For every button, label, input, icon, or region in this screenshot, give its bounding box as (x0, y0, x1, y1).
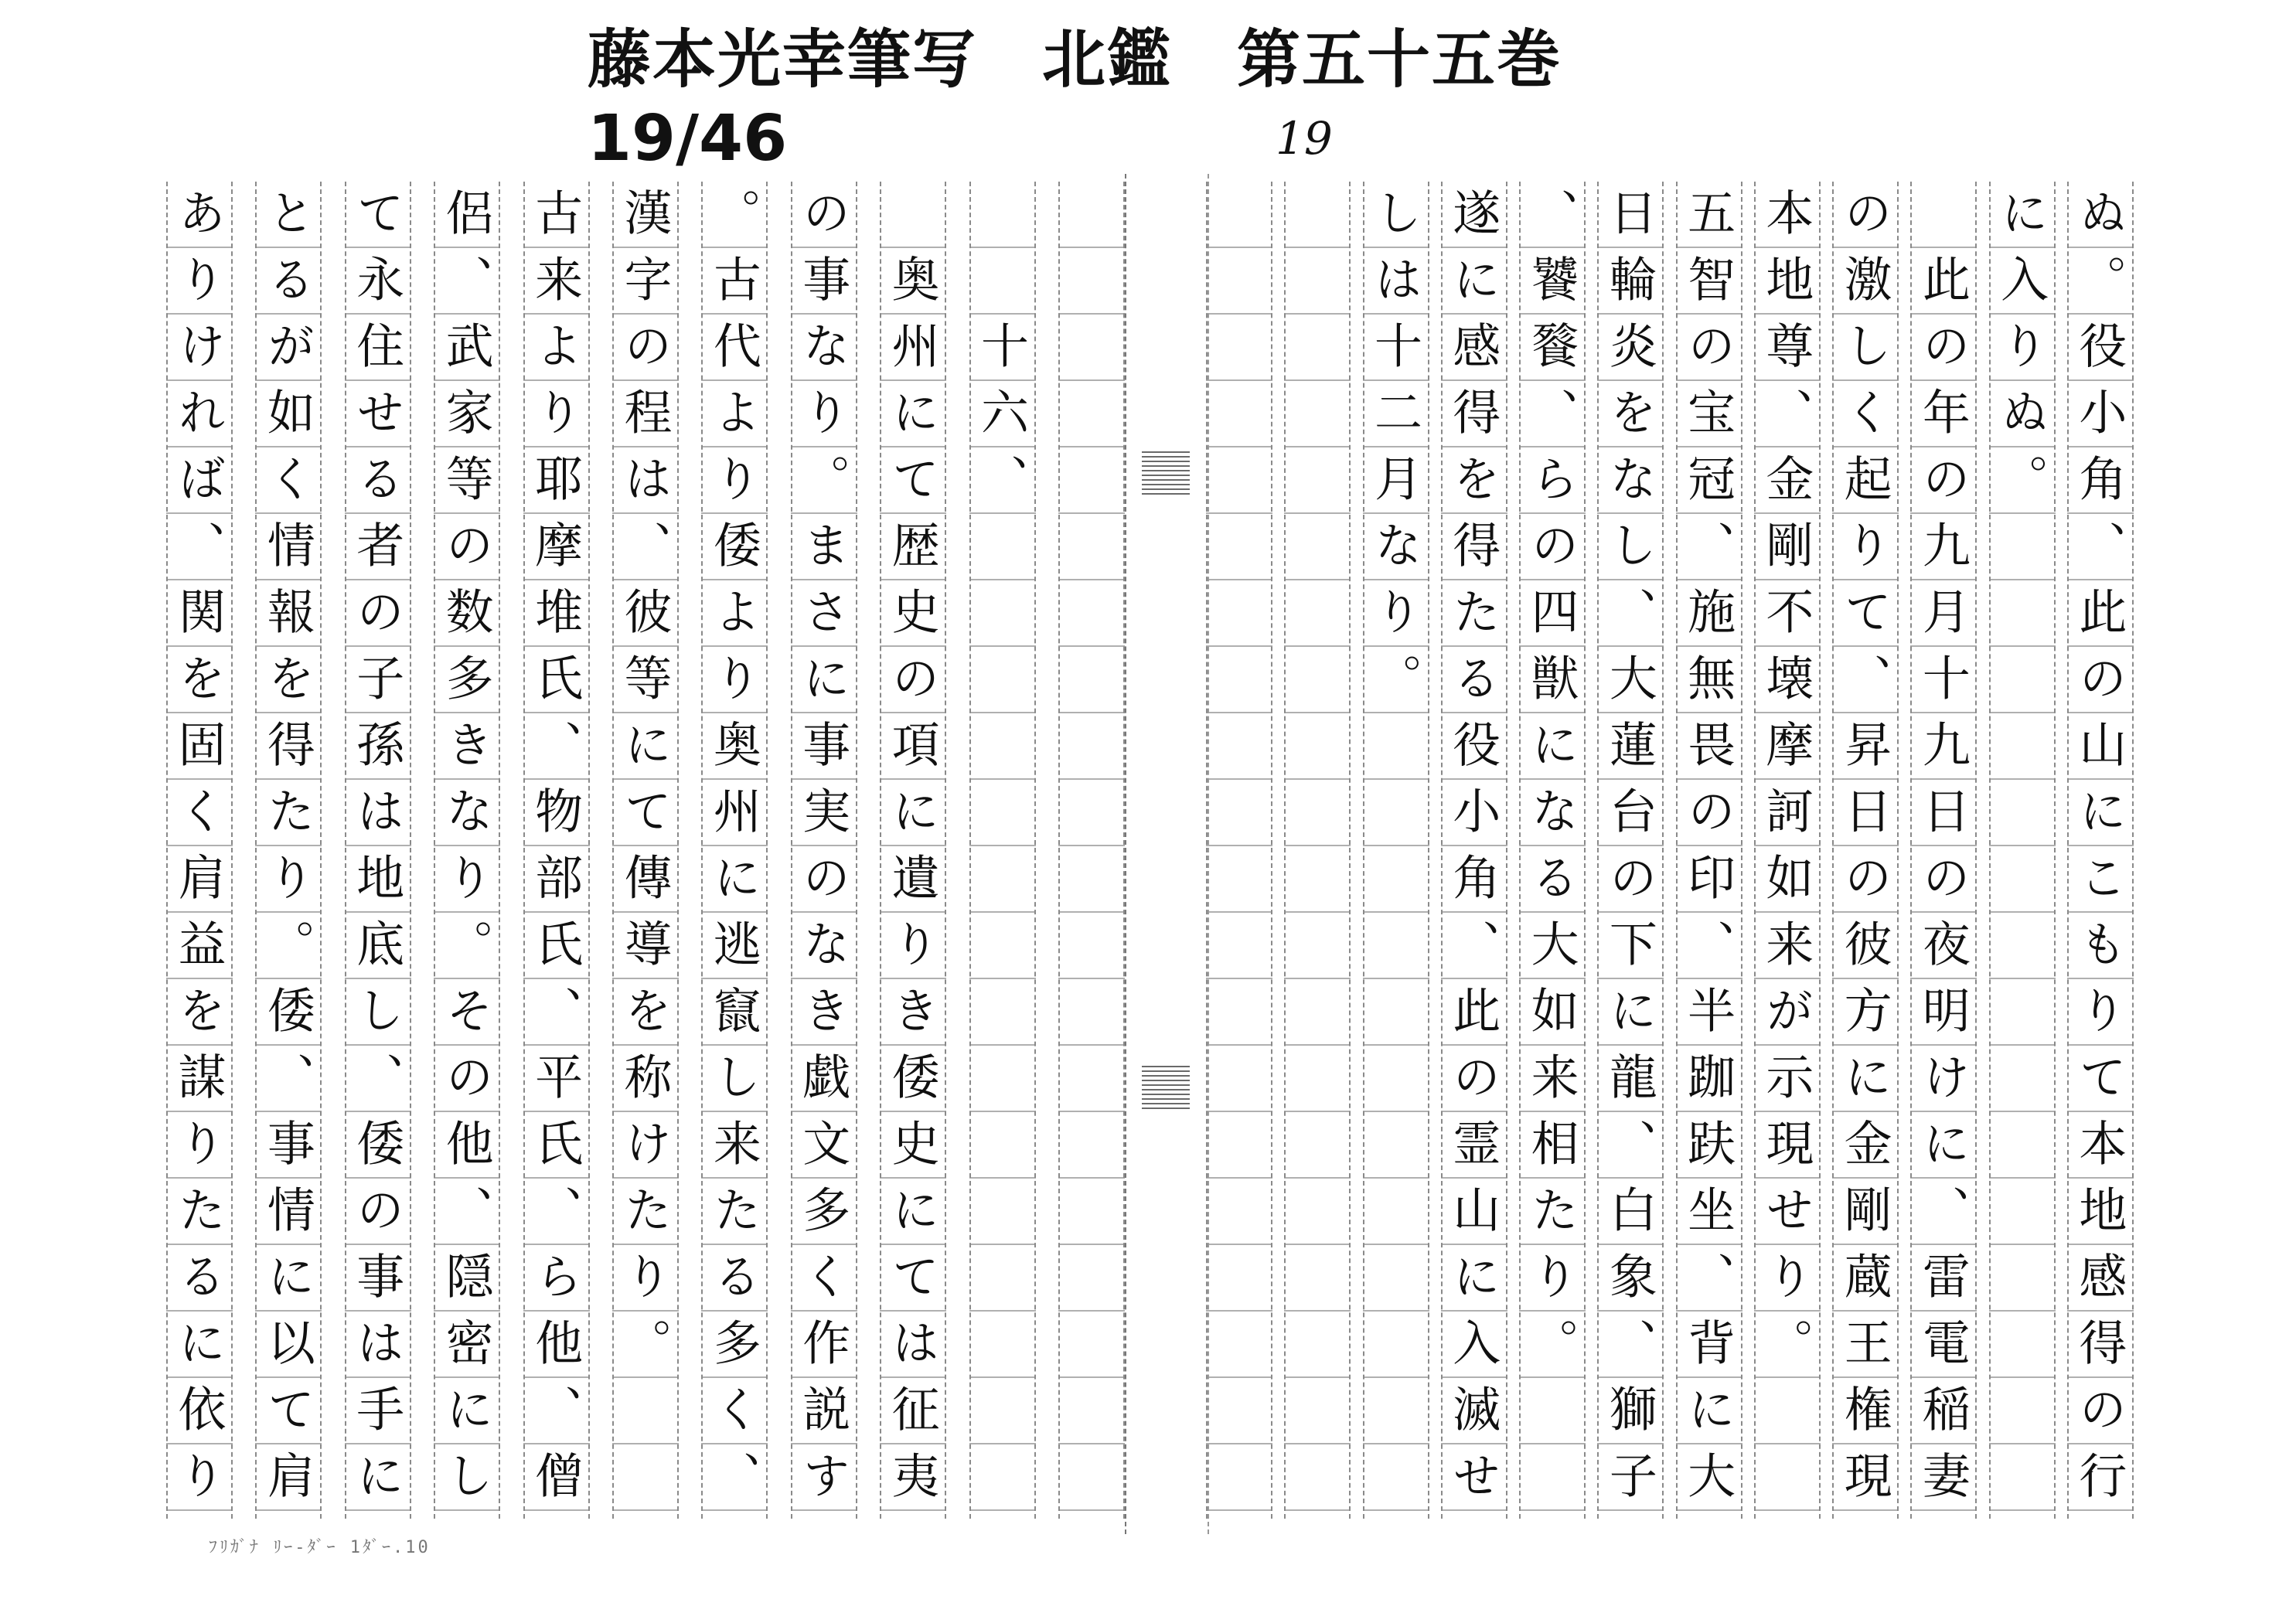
gutter-mark (1142, 448, 1190, 495)
manuscript-column: 奥州にて歴史の項に遺りき倭史にては征夷 (880, 182, 946, 1519)
manuscript-column: に入りぬ。 (1989, 182, 2056, 1519)
document-title: 藤本光幸筆写 北鑑 第五十五巻 (588, 23, 1562, 97)
manuscript-column: 遂に感得を得たる役小角、此の霊山に入滅せ (1441, 182, 1507, 1519)
manuscript-column: ぬ。役小角、此の山にこもりて本地感得の行 (2067, 182, 2134, 1519)
manuscript-column: ありければ、関を固く肩益を謀りたるに依り (166, 182, 233, 1519)
manuscript-column: 五智の宝冠、施無畏の印、半跏趺坐、背に大 (1676, 182, 1742, 1519)
page-gutter (1125, 174, 1209, 1534)
page-indicator: 19/46 (588, 102, 788, 175)
left-page (166, 182, 1125, 1519)
footer-stamp: ﾌﾘｶﾞﾅ ﾘｰ-ﾀﾞｰ 1ﾀﾞｰ.10 (209, 1538, 431, 1557)
manuscript-column: 本地尊、金剛不壊摩訶如来が示現せり。 (1754, 182, 1821, 1519)
manuscript-column: 古来より耶摩堆氏、物部氏、平氏、ら他、僧 (523, 182, 590, 1519)
handwritten-page-number: 19 (1276, 112, 1333, 165)
section-heading: 十六、 (969, 182, 1036, 1519)
manuscript-column: の激しく起りて、昇日の彼方に金剛蔵王権現 (1832, 182, 1899, 1519)
manuscript-column: 侶、武家等の数多きなり。その他、隠密にし (434, 182, 500, 1519)
blank-column (1058, 182, 1125, 1519)
manuscript-column: 日輪炎をなし、大蓮台の下に龍、白象、獅子 (1597, 182, 1664, 1519)
blank-column (1284, 182, 1351, 1519)
manuscript-column: 此の年の九月十九日の夜明けに、雷電稲妻 (1910, 182, 1977, 1519)
blank-column (1206, 182, 1272, 1519)
manuscript-column: の事なり。まさに事実のなき戯文多く作説す (791, 182, 857, 1519)
manuscript-column: 漢字の程は、彼等にて傳導を称けたり。 (612, 182, 679, 1519)
manuscript-sheet (166, 182, 2134, 1519)
manuscript-column: て永住せる者の子孫は地底し、倭の事は手に (345, 182, 411, 1519)
manuscript-column: とるが如く情報を得たり。倭、事情に以て肩 (255, 182, 322, 1519)
gutter-mark (1142, 1063, 1190, 1109)
manuscript-column: 。古代より倭より奥州に逃竄し来たる多く、 (701, 182, 768, 1519)
right-page (1206, 182, 2134, 1519)
manuscript-column: しは十二月なり。 (1363, 182, 1429, 1519)
manuscript-column: 、饕餮、らの四獣になる大如来相たり。 (1519, 182, 1586, 1519)
